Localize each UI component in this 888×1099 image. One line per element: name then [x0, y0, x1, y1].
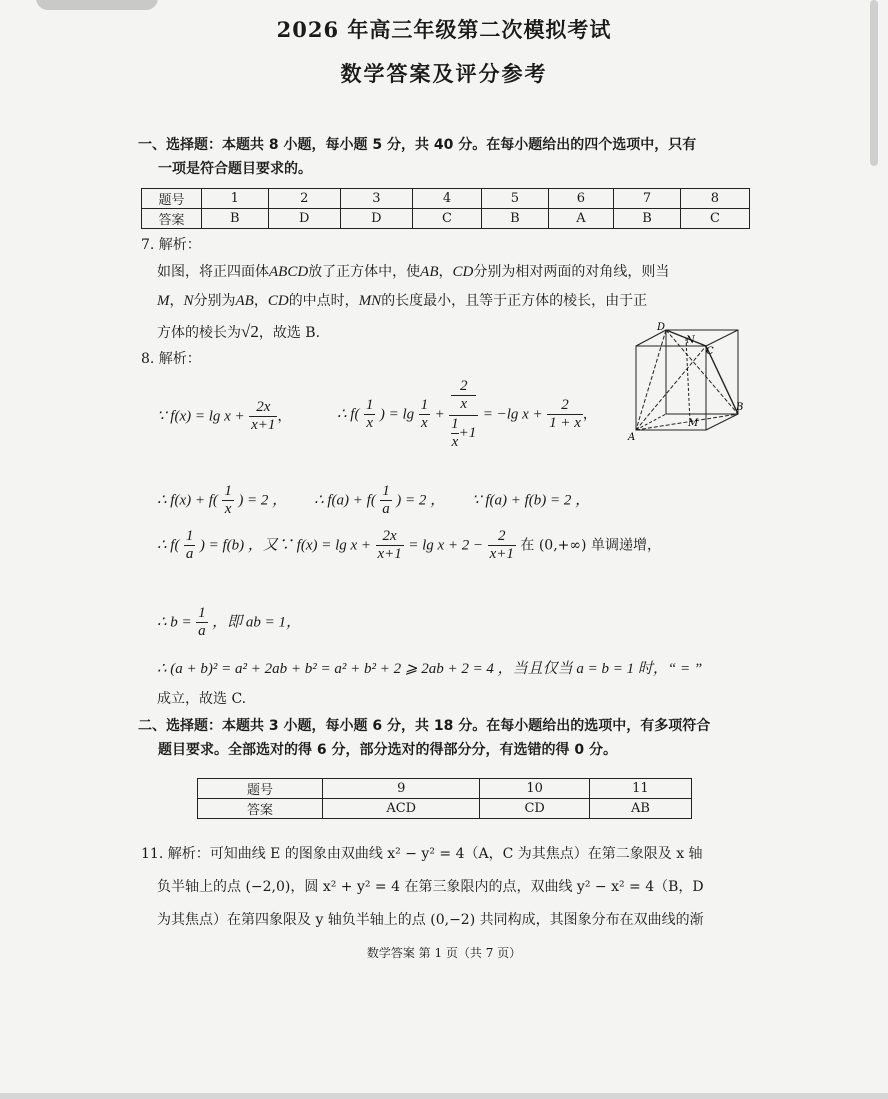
q7-text: 的中点时，	[288, 293, 359, 309]
q7-text: 方体的棱长为	[157, 325, 241, 341]
q7-var: AB	[235, 293, 254, 309]
fraction-denominator: x+1	[489, 546, 514, 562]
math-text: ∴ b =	[157, 614, 192, 631]
fraction-denominator: a	[185, 546, 194, 562]
table-cell: 7	[614, 189, 681, 209]
q7-text: 分别为	[193, 293, 236, 309]
fraction-denominator: x+1	[377, 546, 402, 562]
section2-heading-line1: 二、选择题：本题共 3 小题，每小题 6 分，共 18 分。在每小题给出的选项中，有多项符合	[138, 718, 711, 734]
vertex-label-a: A	[628, 432, 636, 442]
table-cell: AB	[589, 799, 691, 819]
math-text: ∴ f(x) + f(	[157, 492, 218, 509]
fraction-numerator	[449, 378, 478, 416]
table-cell: 5	[482, 189, 549, 209]
section1-heading-line1: 一、选择题：本题共 8 小题，每小题 5 分，共 40 分。在每小题给出的四个选项中，只有	[138, 137, 697, 153]
fraction-numerator: 1	[198, 605, 206, 621]
q11-line2: 负半轴上的点 (−2,0)，圆 x² + y² = 4 在第三象限内的点，双曲线 y² − x² = 4（B，D	[157, 879, 704, 895]
fraction-numerator: 2	[547, 397, 583, 415]
table-cell: 6	[548, 189, 614, 209]
q7-text: 如图，将正四面体	[157, 264, 269, 280]
table-cell: 1	[202, 189, 269, 209]
page-title: 2026 年高三年级第二次模拟考试	[276, 17, 612, 42]
fraction-denominator: x	[451, 395, 476, 413]
table-header-cell: 题号	[198, 779, 323, 799]
table-cell: D	[268, 209, 340, 229]
vertex-label-n: N	[686, 335, 695, 346]
fraction-numerator: 1	[382, 483, 390, 499]
q7-var: N	[183, 293, 194, 309]
math-text: 在 (0,+∞) 单调递增，	[520, 537, 661, 554]
fraction	[376, 528, 404, 563]
vertex-label-b: B	[736, 402, 744, 413]
table-cell: 10	[480, 779, 589, 799]
q7-var: ABCD	[269, 264, 309, 280]
fraction-denominator: x	[421, 415, 428, 431]
table-row	[198, 799, 692, 819]
table-cell: A	[548, 209, 614, 229]
table-header-cell: 答案	[142, 209, 202, 229]
math-text: ，	[582, 406, 597, 423]
fraction	[547, 397, 583, 432]
q7-text: 的长度最小，且等于正方体的棱长，由于正	[381, 293, 648, 309]
q7-line3	[157, 323, 320, 342]
section1-heading-line2: 一项是符合题目要求的。	[158, 161, 312, 177]
compound-fraction	[449, 378, 478, 451]
q7-var: CD	[452, 264, 474, 280]
math-text: ∴ f(	[157, 537, 180, 554]
math-text: ) = lg	[379, 406, 415, 423]
q7-label: 7. 解析：	[141, 237, 201, 253]
q11-line1: 11. 解析：可知曲线 E 的图象由双曲线 x² − y² = 4（A，C 为其焦点）在第二象限及 x 轴	[141, 846, 703, 862]
math-text: ∴ f(	[337, 406, 360, 423]
math-text: ∵ f(x) = lg x +	[157, 408, 245, 425]
table-cell: 3	[340, 189, 412, 209]
math-text: ∴ f(a) + f(	[314, 492, 376, 509]
fraction-denominator: a	[198, 623, 206, 639]
math-text: ∵ f(a) + f(b) = 2 ，	[472, 492, 591, 509]
fraction	[196, 605, 208, 640]
table-header-cell: 答案	[198, 799, 323, 819]
fraction-numerator: 2	[488, 528, 516, 546]
table-cell: B	[482, 209, 549, 229]
table-row	[198, 779, 692, 799]
fraction-denominator	[449, 416, 478, 451]
fraction-numerator: 1	[185, 528, 194, 544]
q8-label: 8. 解析：	[141, 351, 201, 367]
math-text: = −lg x +	[482, 406, 543, 423]
fraction-numerator: 2x	[249, 399, 277, 417]
table-row	[142, 209, 750, 229]
vertex-label-d: D	[657, 322, 666, 333]
answer-table-2	[197, 778, 692, 819]
math-text: = lg x + 2 −	[408, 537, 484, 554]
cube-figure	[626, 318, 752, 442]
q7-text: 分别为相对两面的对角线，则当	[473, 264, 670, 280]
page-footer: 数学答案 第 1 页（共 7 页）	[366, 946, 522, 960]
q7-text: ，	[253, 293, 268, 309]
fraction-numerator: 2x	[376, 528, 404, 546]
q8-eq2	[337, 378, 597, 451]
fraction-denominator: a	[382, 501, 390, 517]
table-cell: 4	[412, 189, 481, 209]
table-cell: C	[412, 209, 481, 229]
fraction	[380, 483, 392, 518]
table-cell: 2	[268, 189, 340, 209]
table-cell: D	[340, 209, 412, 229]
fraction-denominator: x+1	[251, 417, 276, 433]
fraction-numerator: 1	[224, 483, 232, 499]
math-text: ，即 ab = 1，	[212, 614, 301, 631]
q8-eq7: 成立，故选 C.	[157, 691, 247, 707]
table-header-cell: 题号	[142, 189, 202, 209]
vertex-label-m: M	[688, 418, 699, 429]
table-cell: 11	[589, 779, 691, 799]
q7-text: ，故选 B.	[258, 325, 321, 341]
fraction-denominator: x	[224, 501, 232, 517]
table-cell: 9	[323, 779, 480, 799]
math-text: ) = 2 ，	[238, 492, 288, 509]
q7-line1	[157, 263, 669, 281]
section1-heading	[138, 133, 696, 181]
table-cell: 8	[680, 189, 749, 209]
q7-var: M	[157, 293, 170, 309]
q11-line3: 为其焦点）在第四象限及 y 轴负半轴上的点 (0,−2) 共同构成，其图象分布在双曲线的渐	[157, 912, 704, 928]
table-cell: ACD	[323, 799, 480, 819]
fraction	[364, 397, 376, 432]
fraction	[184, 528, 196, 563]
table-cell: C	[680, 209, 749, 229]
q8-eq5	[157, 605, 301, 640]
q8-eq1	[157, 399, 291, 434]
table-cell: CD	[480, 799, 589, 819]
table-cell: B	[614, 209, 681, 229]
fraction-denominator: x	[366, 415, 373, 431]
fraction	[419, 397, 431, 432]
math-text: ) = 2 ，	[396, 492, 446, 509]
math-text: ，	[277, 408, 292, 425]
fraction-numerator: 1	[365, 397, 374, 413]
answer-table-1	[141, 188, 750, 229]
table-cell: B	[202, 209, 269, 229]
table-row	[142, 189, 750, 209]
q7-var: CD	[267, 293, 289, 309]
q7-var: AB	[420, 264, 439, 280]
q8-eq6	[157, 660, 702, 678]
q7-text: ，	[438, 264, 453, 280]
bottom-bar	[0, 1093, 888, 1099]
fraction-numerator: 1	[451, 416, 459, 432]
page-subtitle: 数学答案及评分参考	[340, 61, 548, 86]
section2-heading	[138, 714, 710, 762]
vertex-label-c: C	[706, 346, 714, 357]
math-text: ) = f(b) ，又∵ f(x) = lg x +	[199, 537, 372, 554]
q7-var: MN	[358, 293, 382, 309]
q8-eq3	[157, 483, 590, 518]
fraction	[222, 483, 234, 518]
math-text: +	[434, 406, 445, 423]
sqrt-expression: √2	[241, 322, 259, 341]
q7-text: 放了正方体中，使	[308, 264, 421, 280]
fraction-numerator: 1	[420, 397, 429, 413]
fraction-denominator: x	[451, 434, 459, 450]
math-text: +1	[458, 424, 477, 441]
q7-line2	[157, 292, 647, 310]
q8-eq4	[157, 528, 661, 563]
fraction	[488, 528, 516, 563]
section2-heading-line2: 题目要求。全部选对的得 6 分，部分选对的得部分分，有选错的得 0 分。	[158, 742, 617, 758]
fraction-denominator: 1 + x	[549, 415, 581, 431]
fraction	[249, 399, 277, 434]
q7-text: ，	[169, 293, 184, 309]
math-text: ∴ (a + b)² = a² + 2ab + b² = a² + b² + 2 ⩾ 2ab + 2 = 4 ，当且仅当 a = b = 1 时，“ = ”	[157, 661, 703, 677]
fraction-numerator: 2	[459, 378, 468, 394]
